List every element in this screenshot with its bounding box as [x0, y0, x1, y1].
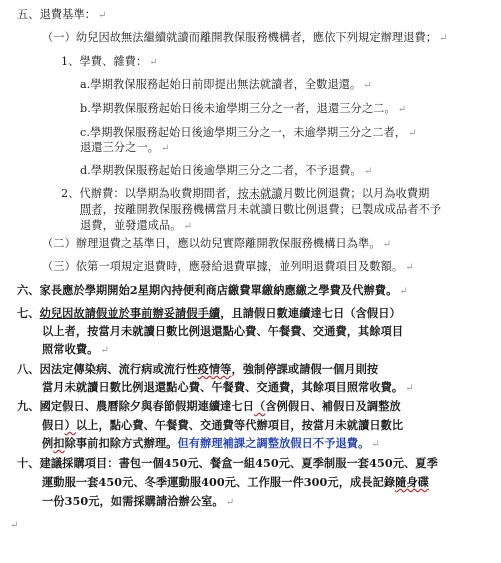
- section-5-item-b: b.學期教保服務起始日後未逾學期三分之一者，退還三分之二。 ↵: [80, 102, 407, 115]
- section-10-line-2: 運動服一套450元、冬季運動服400元、工作服一件300元，成長記錄隨身碟: [42, 475, 430, 489]
- section-6: 六、家長應於學期開始2星期內持便利商店繳費單繳納應繳之學費及代辦費。 ↵: [17, 283, 408, 297]
- section-5-item-a: a.學期教保服務起始日前即提出無法就讀者，全數退還。 ↵: [80, 78, 372, 91]
- section-5-paragraph-2: （二）辦理退費之基準日，應以幼兒實際離開教保服務機構日為準。 ↵: [42, 237, 392, 250]
- section-5-item-2-line-2: 間者，按離開教保服務機構當月未就讀日數比例退費；已製成成品者不予: [80, 203, 442, 216]
- section-5-item-2-line-3: 退費，並發還成品。 ↵: [80, 219, 193, 232]
- section-5-item-c-line-1: c.學期教保服務起始日後逾學期三分之一，未逾學期三分之二者， ↵: [80, 126, 417, 139]
- section-5-paragraph-1: （一）幼兒因故無法繼續就讀而離開教保服務機構者，應依下列規定辦理退費； ↵: [42, 31, 448, 44]
- section-10-line-3: 一份350元，如需採購請洽辦公室。 ↵: [42, 494, 235, 508]
- section-8-line-2: 當月未就讀日數比例退還點心費、午餐費、交通費，其餘項目照常收費。 ↵: [42, 380, 414, 394]
- section-9-line-2: 假日）以上，點心費、午餐費、交通費等代辦項目，按當月未就讀日數比: [42, 418, 404, 432]
- empty-paragraph-mark: ↵: [10, 520, 19, 531]
- section-5-item-c-line-2: 退還三分之一。 ↵: [80, 141, 170, 154]
- section-5-paragraph-3: （三）依第一項規定退費時，應發給退費單據，並列明退費項目及數額。 ↵: [42, 260, 414, 273]
- section-7-line-2: 以上者，按當月未就讀日數比例退還點心費、午餐費、交通費，其餘項目: [42, 324, 404, 338]
- section-5-item-2-line-1: 2、代辦費：以學期為收費期間者，按未就讀月數比例退費；以月為收費期: [61, 187, 430, 200]
- section-9-line-3: 例扣除事前扣除方式辦理。但有辦理補課之調整放假日不予退費。 ↵: [42, 436, 380, 450]
- section-5-item-d: d.學期教保服務起始日後逾學期三分之二者，不予退費。 ↵: [80, 164, 373, 177]
- section-7-line-1: 七、幼兒因故請假並於事前辦妥請假手續，且請假日數連續達七日（含假日）: [17, 306, 401, 320]
- section-9-line-1: 九、國定假日、農曆除夕與春節假期連續達七日（含例假日、補假日及調整放: [17, 399, 401, 413]
- section-8-line-1: 八、因法定傳染病、流行病或流行性疫情等，強制停課或請假一個月則按: [17, 362, 379, 376]
- section-10-line-1: 十、建議採購項目：書包一個450元、餐盒一組450元、夏季制服一套450元、夏季: [17, 456, 438, 470]
- section-5-item-1: 1、學費、雜費： ↵: [61, 55, 158, 68]
- section-7-line-3: 照常收費。 ↵: [42, 342, 109, 356]
- section-5-heading: 五、退費基準： ↵: [17, 8, 107, 21]
